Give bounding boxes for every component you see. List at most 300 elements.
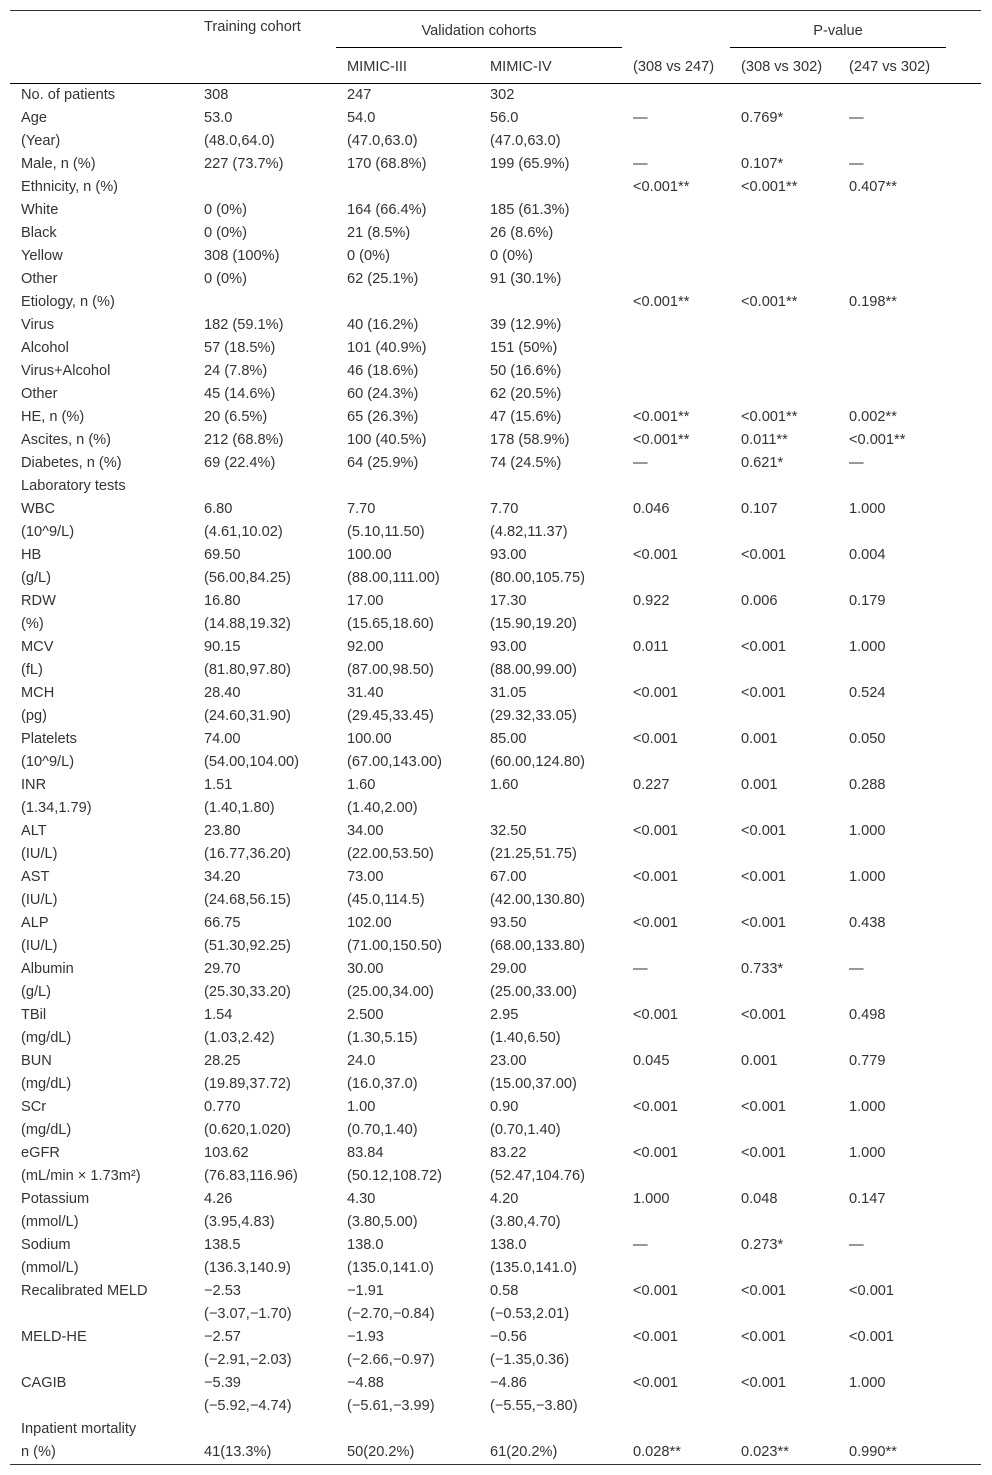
p3-value xyxy=(838,1027,946,1050)
p1-value: — xyxy=(633,110,648,126)
mimic3-value: −4.88 xyxy=(347,1375,384,1391)
p2-value: <0.001 xyxy=(741,1329,787,1345)
mimic4-value: (3.80,4.70) xyxy=(490,1214,561,1230)
mimic4-value: 4.20 xyxy=(490,1191,519,1207)
row-label: (1.34,1.79) xyxy=(21,800,92,816)
mimic4-value: (15.00,37.00) xyxy=(490,1076,577,1092)
row-label: Inpatient mortality xyxy=(21,1421,137,1437)
training-value: (14.88,19.32) xyxy=(204,616,291,632)
table-row xyxy=(10,360,981,383)
p2-value: 0.769* xyxy=(741,110,784,126)
row-label: MCV xyxy=(21,639,54,655)
mimic4-value: (42.00,130.80) xyxy=(490,892,585,908)
p1-value xyxy=(622,1395,730,1418)
table-row xyxy=(10,636,981,659)
p3-value: 0.147 xyxy=(849,1191,886,1207)
mimic4-value: 50 (16.6%) xyxy=(490,363,562,379)
p2-value xyxy=(730,613,838,636)
mimic3-value: (47.0,63.0) xyxy=(347,133,418,149)
table-row xyxy=(10,84,981,108)
p3-value: 1.000 xyxy=(849,501,886,517)
p2-value xyxy=(730,1211,838,1234)
table-body xyxy=(10,84,981,1465)
row-label: Other xyxy=(21,271,58,287)
table-row xyxy=(10,1441,981,1465)
p1-value: <0.001 xyxy=(633,1375,679,1391)
training-value: 24 (7.8%) xyxy=(204,363,268,379)
p1-value: <0.001 xyxy=(633,731,679,747)
p2-value xyxy=(730,567,838,590)
training-value: 34.20 xyxy=(204,869,241,885)
header-p-value: P-value xyxy=(730,15,946,48)
p3-value xyxy=(838,1395,946,1418)
mimic3-value: 30.00 xyxy=(347,961,384,977)
p2-value: <0.001 xyxy=(741,639,787,655)
mimic4-value: 83.22 xyxy=(490,1145,527,1161)
p3-value: — xyxy=(849,961,864,977)
p1-value xyxy=(622,843,730,866)
mimic4-value: 85.00 xyxy=(490,731,527,747)
p1-value: <0.001 xyxy=(633,823,679,839)
table-row xyxy=(10,981,981,1004)
mimic3-value: 21 (8.5%) xyxy=(347,225,411,241)
training-value: 308 xyxy=(204,87,229,103)
mimic3-value: 101 (40.9%) xyxy=(347,340,427,356)
table-row xyxy=(10,1280,981,1303)
training-value: 90.15 xyxy=(204,639,241,655)
table-row xyxy=(10,1142,981,1165)
mimic3-value: (−5.61,−3.99) xyxy=(347,1398,435,1414)
mimic3-value: 17.00 xyxy=(347,593,384,609)
p1-value: <0.001 xyxy=(633,1145,679,1161)
mimic4-value: 93.50 xyxy=(490,915,527,931)
training-value: 0.770 xyxy=(204,1099,241,1115)
training-value: 138.5 xyxy=(204,1237,241,1253)
mimic3-value: 62 (25.1%) xyxy=(347,271,419,287)
header-mimic3: MIMIC-III xyxy=(336,51,479,84)
p1-value xyxy=(622,659,730,682)
row-label: Sodium xyxy=(21,1237,71,1253)
p1-value: <0.001 xyxy=(633,1283,679,1299)
p2-value xyxy=(730,383,838,406)
mimic4-value: 185 (61.3%) xyxy=(490,202,570,218)
training-value: 308 (100%) xyxy=(204,248,280,264)
p3-value xyxy=(838,1349,946,1372)
header-mimic4: MIMIC-IV xyxy=(479,51,622,84)
mimic3-value: 92.00 xyxy=(347,639,384,655)
row-label: Diabetes, n (%) xyxy=(21,455,122,471)
mimic3-value: 64 (25.9%) xyxy=(347,455,419,471)
mimic3-value: (−2.70,−0.84) xyxy=(347,1306,435,1322)
mimic3-value: 1.00 xyxy=(347,1099,376,1115)
header-empty xyxy=(10,11,193,52)
p3-value xyxy=(838,1303,946,1326)
row-label: (Year) xyxy=(21,133,61,149)
p3-value: — xyxy=(849,156,864,172)
row-label: Platelets xyxy=(21,731,77,747)
training-value: (19.89,37.72) xyxy=(204,1076,291,1092)
table-row xyxy=(10,912,981,935)
mimic3-value: 54.0 xyxy=(347,110,376,126)
table-row xyxy=(10,1326,981,1349)
table-row xyxy=(10,521,981,544)
p2-value xyxy=(730,1418,838,1441)
p1-value: <0.001 xyxy=(633,1099,679,1115)
mimic3-value: 1.60 xyxy=(347,777,376,793)
row-label: Potassium xyxy=(21,1191,90,1207)
mimic4-value: 138.0 xyxy=(490,1237,527,1253)
p3-value xyxy=(838,751,946,774)
p2-value: 0.107 xyxy=(741,501,778,517)
p2-value: <0.001 xyxy=(741,823,787,839)
training-value: (54.00,104.00) xyxy=(204,754,299,770)
p2-value xyxy=(730,199,838,222)
p2-value: 0.621* xyxy=(741,455,784,471)
mimic3-value: −1.91 xyxy=(347,1283,384,1299)
cohort-characteristics-table xyxy=(10,10,981,1465)
row-label: Virus+Alcohol xyxy=(21,363,111,379)
mimic3-value: (25.00,34.00) xyxy=(347,984,434,1000)
mimic3-value: (22.00,53.50) xyxy=(347,846,434,862)
mimic3-value: 24.0 xyxy=(347,1053,376,1069)
table-row xyxy=(10,705,981,728)
mimic4-value: (21.25,51.75) xyxy=(490,846,577,862)
p1-value: 0.011 xyxy=(633,639,669,655)
table-row xyxy=(10,544,981,567)
p1-value xyxy=(622,1211,730,1234)
p3-value xyxy=(838,797,946,820)
p1-value: <0.001 xyxy=(633,915,679,931)
training-value: (−3.07,−1.70) xyxy=(204,1306,292,1322)
table-row xyxy=(10,866,981,889)
row-label: SCr xyxy=(21,1099,47,1115)
row-label: Albumin xyxy=(21,961,74,977)
p1-value: <0.001 xyxy=(633,1329,679,1345)
p3-value xyxy=(838,130,946,153)
training-value: 29.70 xyxy=(204,961,241,977)
training-value: 74.00 xyxy=(204,731,241,747)
mimic3-value: 60 (24.3%) xyxy=(347,386,419,402)
training-value: (25.30,33.20) xyxy=(204,984,291,1000)
p1-value xyxy=(622,84,730,108)
training-value: 0 (0%) xyxy=(204,202,247,218)
row-label: Black xyxy=(21,225,57,241)
table-row xyxy=(10,590,981,613)
table-row xyxy=(10,429,981,452)
table-row xyxy=(10,107,981,130)
training-value: 28.40 xyxy=(204,685,241,701)
p2-value: <0.001** xyxy=(741,409,798,425)
training-value: 1.54 xyxy=(204,1007,233,1023)
p3-value: <0.001** xyxy=(849,432,906,448)
mimic3-value: (87.00,98.50) xyxy=(347,662,434,678)
p3-value xyxy=(838,245,946,268)
p3-value xyxy=(838,521,946,544)
row-label: ALP xyxy=(21,915,49,931)
p2-value xyxy=(730,314,838,337)
mimic4-value: 39 (12.9%) xyxy=(490,317,562,333)
row-label: MELD-HE xyxy=(21,1329,87,1345)
mimic3-value: 102.00 xyxy=(347,915,392,931)
mimic4-value xyxy=(479,1418,622,1441)
mimic3-value: 100.00 xyxy=(347,731,392,747)
table-row xyxy=(10,1165,981,1188)
mimic4-value: (80.00,105.75) xyxy=(490,570,585,586)
mimic3-value: 46 (18.6%) xyxy=(347,363,419,379)
training-value xyxy=(193,291,336,314)
p1-value: 0.227 xyxy=(633,777,670,793)
mimic4-value: (15.90,19.20) xyxy=(490,616,577,632)
mimic3-value xyxy=(336,291,479,314)
training-value: 20 (6.5%) xyxy=(204,409,268,425)
p2-value: <0.001 xyxy=(741,547,787,563)
p2-value: 0.006 xyxy=(741,593,778,609)
training-value: (81.80,97.80) xyxy=(204,662,291,678)
mimic4-value: 17.30 xyxy=(490,593,527,609)
training-value: (16.77,36.20) xyxy=(204,846,291,862)
row-label: (%) xyxy=(21,616,44,632)
header-validation-cohorts: Validation cohorts xyxy=(336,15,622,48)
mimic4-value: 31.05 xyxy=(490,685,527,701)
p1-value xyxy=(622,1027,730,1050)
table-row xyxy=(10,1188,981,1211)
mimic3-value xyxy=(336,176,479,199)
mimic3-value: 34.00 xyxy=(347,823,384,839)
row-label: (mg/dL) xyxy=(21,1030,72,1046)
p1-value xyxy=(622,1303,730,1326)
training-value: 66.75 xyxy=(204,915,241,931)
row-label: HB xyxy=(21,547,42,563)
p3-value xyxy=(838,1165,946,1188)
p1-value: <0.001 xyxy=(633,685,679,701)
p1-value xyxy=(622,1349,730,1372)
table-row xyxy=(10,1303,981,1326)
table-row xyxy=(10,268,981,291)
p2-value: 0.001 xyxy=(741,1053,778,1069)
row-label: (IU/L) xyxy=(21,938,58,954)
row-label: Virus xyxy=(21,317,54,333)
p1-value xyxy=(622,797,730,820)
mimic4-value: 56.0 xyxy=(490,110,519,126)
table-row xyxy=(10,1234,981,1257)
mimic4-value: 199 (65.9%) xyxy=(490,156,570,172)
mimic4-value: (−0.53,2.01) xyxy=(490,1306,570,1322)
mimic4-value: 74 (24.5%) xyxy=(490,455,562,471)
row-label xyxy=(10,1303,193,1326)
mimic4-value: 91 (30.1%) xyxy=(490,271,562,287)
p2-value: 0.107* xyxy=(741,156,784,172)
p3-value: 1.000 xyxy=(849,823,886,839)
training-value: (−5.92,−4.74) xyxy=(204,1398,292,1414)
p2-value: 0.011** xyxy=(741,432,788,448)
row-label: Recalibrated MELD xyxy=(21,1283,148,1299)
p2-value: <0.001** xyxy=(741,179,798,195)
p2-value xyxy=(730,337,838,360)
mimic4-value: 302 xyxy=(490,87,515,103)
row-label: (IU/L) xyxy=(21,892,58,908)
mimic4-value xyxy=(479,291,622,314)
p3-value: 0.779 xyxy=(849,1053,886,1069)
table-row xyxy=(10,820,981,843)
p3-value xyxy=(838,567,946,590)
mimic3-value: 247 xyxy=(347,87,372,103)
training-value xyxy=(193,475,336,498)
training-value: 53.0 xyxy=(204,110,233,126)
row-label: (g/L) xyxy=(21,984,52,1000)
p3-value xyxy=(838,1257,946,1280)
mimic4-value: 0.90 xyxy=(490,1099,519,1115)
mimic4-value: (135.0,141.0) xyxy=(490,1260,577,1276)
p1-value xyxy=(622,475,730,498)
p2-value: <0.001 xyxy=(741,1099,787,1115)
mimic4-value: (47.0,63.0) xyxy=(490,133,561,149)
p3-value: 0.198** xyxy=(849,294,897,310)
mimic3-value: (−2.66,−0.97) xyxy=(347,1352,435,1368)
p3-value: 1.000 xyxy=(849,639,886,655)
training-value xyxy=(193,176,336,199)
mimic3-value xyxy=(336,1418,479,1441)
training-value: (0.620,1.020) xyxy=(204,1122,291,1138)
mimic4-value: (−1.35,0.36) xyxy=(490,1352,570,1368)
mimic3-value: (135.0,141.0) xyxy=(347,1260,434,1276)
p3-value xyxy=(838,659,946,682)
training-value: 103.62 xyxy=(204,1145,249,1161)
mimic4-value: 151 (50%) xyxy=(490,340,558,356)
mimic3-value: (15.65,18.60) xyxy=(347,616,434,632)
header-p3: (247 vs 302) xyxy=(838,51,946,84)
mimic3-value: (0.70,1.40) xyxy=(347,1122,418,1138)
p3-value: 1.000 xyxy=(849,1099,886,1115)
training-value: 4.26 xyxy=(204,1191,233,1207)
p3-value: 0.050 xyxy=(849,731,886,747)
p2-value xyxy=(730,1257,838,1280)
p2-value: 0.001 xyxy=(741,777,778,793)
row-label: Ethnicity, n (%) xyxy=(21,179,119,195)
training-value: −5.39 xyxy=(204,1375,241,1391)
header-p1: (308 vs 247) xyxy=(622,51,730,84)
p1-value xyxy=(622,199,730,222)
p1-value: 0.045 xyxy=(633,1053,670,1069)
p3-value xyxy=(838,1119,946,1142)
p2-value: 0.273* xyxy=(741,1237,784,1253)
p3-value: — xyxy=(849,110,864,126)
table-row xyxy=(10,1050,981,1073)
training-value: 41(13.3%) xyxy=(193,1441,336,1465)
mimic3-value: 4.30 xyxy=(347,1191,376,1207)
p1-value: 0.922 xyxy=(633,593,670,609)
training-value: (24.60,31.90) xyxy=(204,708,291,724)
p2-value xyxy=(730,521,838,544)
p1-value xyxy=(622,889,730,912)
p3-value: 0.990** xyxy=(838,1441,946,1465)
p1-value: — xyxy=(633,156,648,172)
p2-value xyxy=(730,1027,838,1050)
p1-value xyxy=(622,337,730,360)
p1-value xyxy=(622,935,730,958)
mimic3-value: −1.93 xyxy=(347,1329,384,1345)
mimic3-value: (16.0,37.0) xyxy=(347,1076,418,1092)
mimic3-value: (45.0,114.5) xyxy=(347,892,425,908)
mimic4-value: (29.32,33.05) xyxy=(490,708,577,724)
p3-value xyxy=(838,337,946,360)
table-row xyxy=(10,452,981,475)
header-p2: (308 vs 302) xyxy=(730,51,838,84)
table-row xyxy=(10,1349,981,1372)
training-value: 0 (0%) xyxy=(204,225,247,241)
table-row xyxy=(10,130,981,153)
p3-value xyxy=(838,383,946,406)
p1-value xyxy=(622,567,730,590)
training-value: (1.40,1.80) xyxy=(204,800,275,816)
training-value: 28.25 xyxy=(204,1053,241,1069)
p1-value xyxy=(622,521,730,544)
mimic4-value: −0.56 xyxy=(490,1329,527,1345)
p3-value: 0.002** xyxy=(849,409,897,425)
p1-value xyxy=(622,245,730,268)
row-label xyxy=(10,1349,193,1372)
p3-value xyxy=(838,981,946,1004)
p1-value xyxy=(622,981,730,1004)
table-row xyxy=(10,1004,981,1027)
p1-value xyxy=(622,130,730,153)
p3-value xyxy=(838,705,946,728)
mimic3-value: 138.0 xyxy=(347,1237,384,1253)
mimic4-value: 61(20.2%) xyxy=(479,1441,622,1465)
p3-value xyxy=(838,935,946,958)
p2-value: <0.001 xyxy=(741,1145,787,1161)
mimic3-value: (3.80,5.00) xyxy=(347,1214,418,1230)
row-label xyxy=(10,1395,193,1418)
p1-value: 0.046 xyxy=(633,501,670,517)
row-label: (mg/dL) xyxy=(21,1076,72,1092)
p1-value: <0.001 xyxy=(633,547,679,563)
mimic3-value: (50.12,108.72) xyxy=(347,1168,442,1184)
p2-value: 0.001 xyxy=(741,731,778,747)
mimic3-value: 2.500 xyxy=(347,1007,384,1023)
p2-value xyxy=(730,981,838,1004)
p3-value xyxy=(838,1418,946,1441)
mimic3-value: 7.70 xyxy=(347,501,376,517)
mimic4-value: −4.86 xyxy=(490,1375,527,1391)
row-label: eGFR xyxy=(21,1145,60,1161)
mimic4-value: 29.00 xyxy=(490,961,527,977)
p3-value: — xyxy=(849,1237,864,1253)
row-label: WBC xyxy=(21,501,56,517)
p1-value xyxy=(622,751,730,774)
p2-value xyxy=(730,1073,838,1096)
training-value: (24.68,56.15) xyxy=(204,892,291,908)
training-value: 182 (59.1%) xyxy=(204,317,284,333)
row-label: n (%) xyxy=(10,1441,193,1465)
p1-value xyxy=(622,1073,730,1096)
p2-value xyxy=(730,1349,838,1372)
table-row xyxy=(10,153,981,176)
row-label: Etiology, n (%) xyxy=(21,294,115,310)
mimic4-value: 0 (0%) xyxy=(490,248,533,264)
table-row xyxy=(10,1372,981,1395)
row-label: AST xyxy=(21,869,50,885)
row-label: Other xyxy=(21,386,58,402)
p3-value xyxy=(838,1211,946,1234)
p2-value: 0.023** xyxy=(730,1441,838,1465)
p2-value xyxy=(730,222,838,245)
mimic4-value: (0.70,1.40) xyxy=(490,1122,561,1138)
row-label: INR xyxy=(21,777,47,793)
mimic4-value: (−5.55,−3.80) xyxy=(490,1398,578,1414)
row-label: (mmol/L) xyxy=(21,1214,79,1230)
row-label: Male, n (%) xyxy=(21,156,96,172)
mimic3-value: 50(20.2%) xyxy=(336,1441,479,1465)
